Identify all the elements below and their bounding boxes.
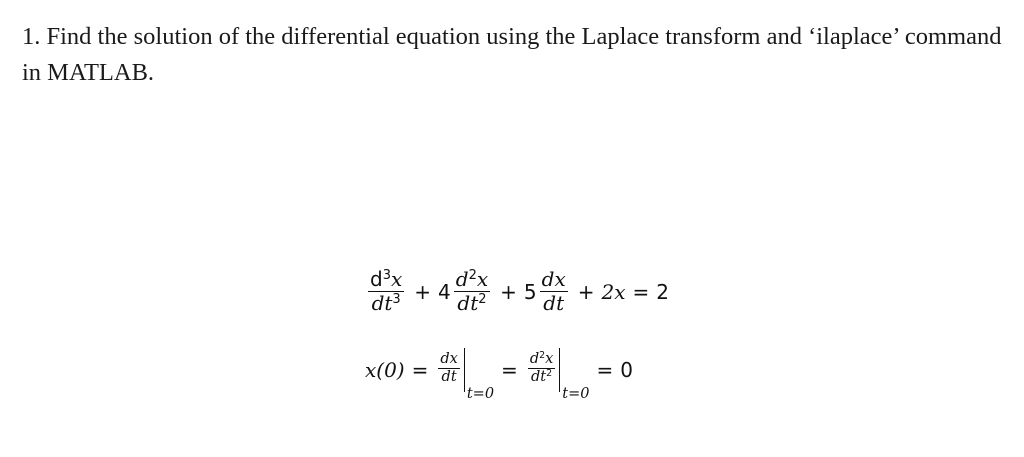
coefficient: 5 (523, 279, 537, 304)
coefficient: 4 (438, 279, 451, 304)
initial-value: x(0) (365, 358, 405, 382)
right-hand-side: 2 (656, 279, 670, 304)
second-derivative-at-zero: $\frac{d^2x}{dt^2}$ (529, 349, 554, 385)
plus-operator: + (414, 279, 432, 304)
second-derivative-term: $\frac{d^2x}{dt^2}$ (455, 267, 489, 315)
initial-conditions (365, 348, 633, 402)
equals-sign: = (632, 279, 650, 304)
equals-sign: = (501, 358, 518, 382)
problem-number: 1. (22, 23, 41, 50)
third-derivative-term: $\frac{d^3x}{dt^3}$ (370, 267, 403, 315)
problem-text: Find the solution of the differential equation using the Laplace transform and ‘ilaplace’ command in MATLAB. (22, 23, 1002, 86)
equals-sign: = (411, 358, 429, 382)
plus-operator: + (577, 279, 595, 304)
plus-operator: + (500, 279, 517, 304)
equals-sign: = (596, 358, 614, 382)
differential-equation (365, 268, 669, 315)
evaluation-bar: t=0 (464, 348, 494, 392)
evaluation-bar: t=0 (559, 348, 589, 392)
first-derivative-at-zero: $\frac{dx}{dt}$ (440, 350, 458, 385)
initial-condition-value: 0 (620, 358, 633, 382)
linear-term: 2x (601, 279, 626, 304)
first-derivative-term: $\frac{dx}{dt}$ (541, 267, 566, 315)
problem-statement (22, 19, 1012, 91)
